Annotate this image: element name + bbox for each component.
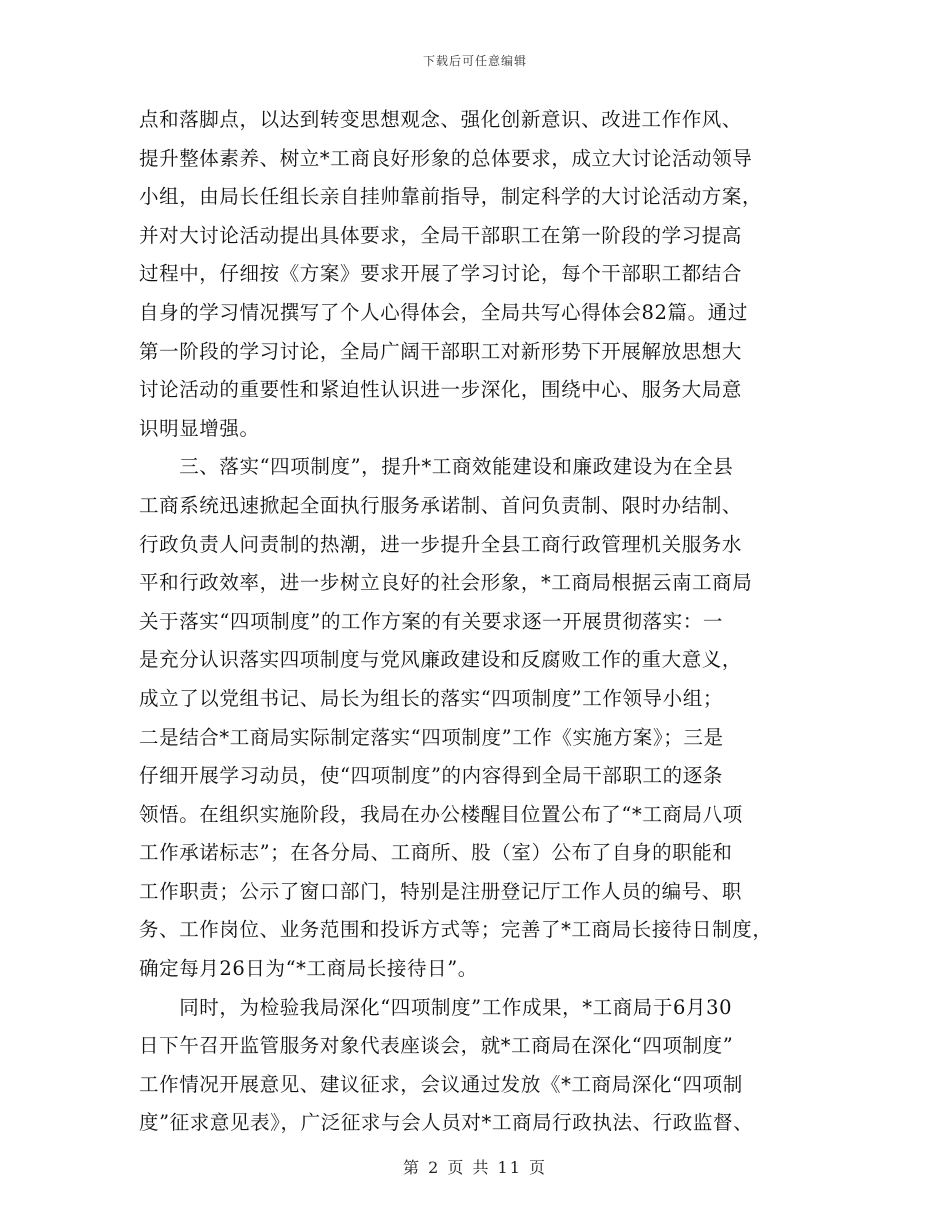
text-line: 识明显增强。 [139,416,260,440]
text-line: 务、工作岗位、业务范围和投诉方式等；完善了*工商局长接待日制度， [139,918,773,942]
text-line: 过程中，仔细按《方案》要求开展了学习讨论，每个干部职工都结合 [139,262,743,286]
text-line: 确定每月26日为“*工商局长接待日”。 [139,957,478,981]
text-line: 度”征求意见表》，广泛征求与会人员对*工商局行政执法、行政监督、 [139,1111,754,1135]
text-line: 并对大讨论活动提出具体要求，全局干部职工在第一阶段的学习提高 [139,223,743,247]
text-line: 工商系统迅速掀起全面执行服务承诺制、首问负责制、限时办结制、 [139,493,743,517]
page-header: 下载后可任意编辑 [422,54,527,68]
text-line: 成立了以党组书记、局长为组长的落实“四项制度”工作领导小组； [139,686,723,710]
text-line: 小组，由局长任组长亲自挂帅靠前指导，制定科学的大讨论活动方案， [139,185,763,209]
paragraph-start-line: 同时，为检验我局深化“四项制度”工作成果，*工商局于6月30 [139,995,733,1019]
text-line: 工作职责；公示了窗口部门，特别是注册登记厅工作人员的编号、职 [139,879,743,903]
text-line: 自身的学习情况撰写了个人心得体会，全局共写心得体会82篇。通过 [139,300,748,324]
document-body [139,101,819,1143]
text-line: 讨论活动的重要性和紧迫性认识进一步深化，围绕中心、服务大局意 [139,378,743,402]
text-line: 提升整体素养、树立*工商良好形象的总体要求，成立大讨论活动领导 [139,146,753,170]
text-line: 领悟。在组织实施阶段，我局在办公楼醒目位置公布了“*工商局八项 [139,802,743,826]
text-line: 工作情况开展意见、建议征求，会议通过发放《*工商局深化“四项制 [139,1072,743,1096]
text-line: 仔细开展学习动员，使“四项制度”的内容得到全局干部职工的逐条 [139,764,723,788]
page-number-footer: 第 2 页 共 11 页 [403,1158,547,1177]
text-line: 日下午召开监管服务对象代表座谈会，就*工商局在深化“四项制度” [139,1034,734,1058]
text-line: 二是结合*工商局实际制定落实“四项制度”工作《实施方案》；三是 [139,725,724,749]
section-heading-line: 三、落实“四项制度”，提升*工商效能建设和廉政建设为在全县 [139,455,734,479]
text-line: 第一阶段的学习讨论，全局广阔干部职工对新形势下开展解放思想大 [139,339,743,363]
text-line: 工作承诺标志”；在各分局、工商所、股（室）公布了自身的职能和 [139,841,733,865]
text-line: 点和落脚点，以达到转变思想观念、强化创新意识、改进工作作风、 [139,108,743,131]
text-line: 行政负责人问责制的热潮，进一步提升全县工商行政管理机关服务水 [139,532,743,556]
text-line: 是充分认识落实四项制度与党风廉政建设和反腐败工作的重大意义， [139,648,743,672]
text-line: 平和行政效率，进一步树立良好的社会形象，*工商局根据云南工商局 [139,571,753,595]
text-line: 关于落实“四项制度”的工作方案的有关要求逐一开展贯彻落实：一 [139,609,723,633]
